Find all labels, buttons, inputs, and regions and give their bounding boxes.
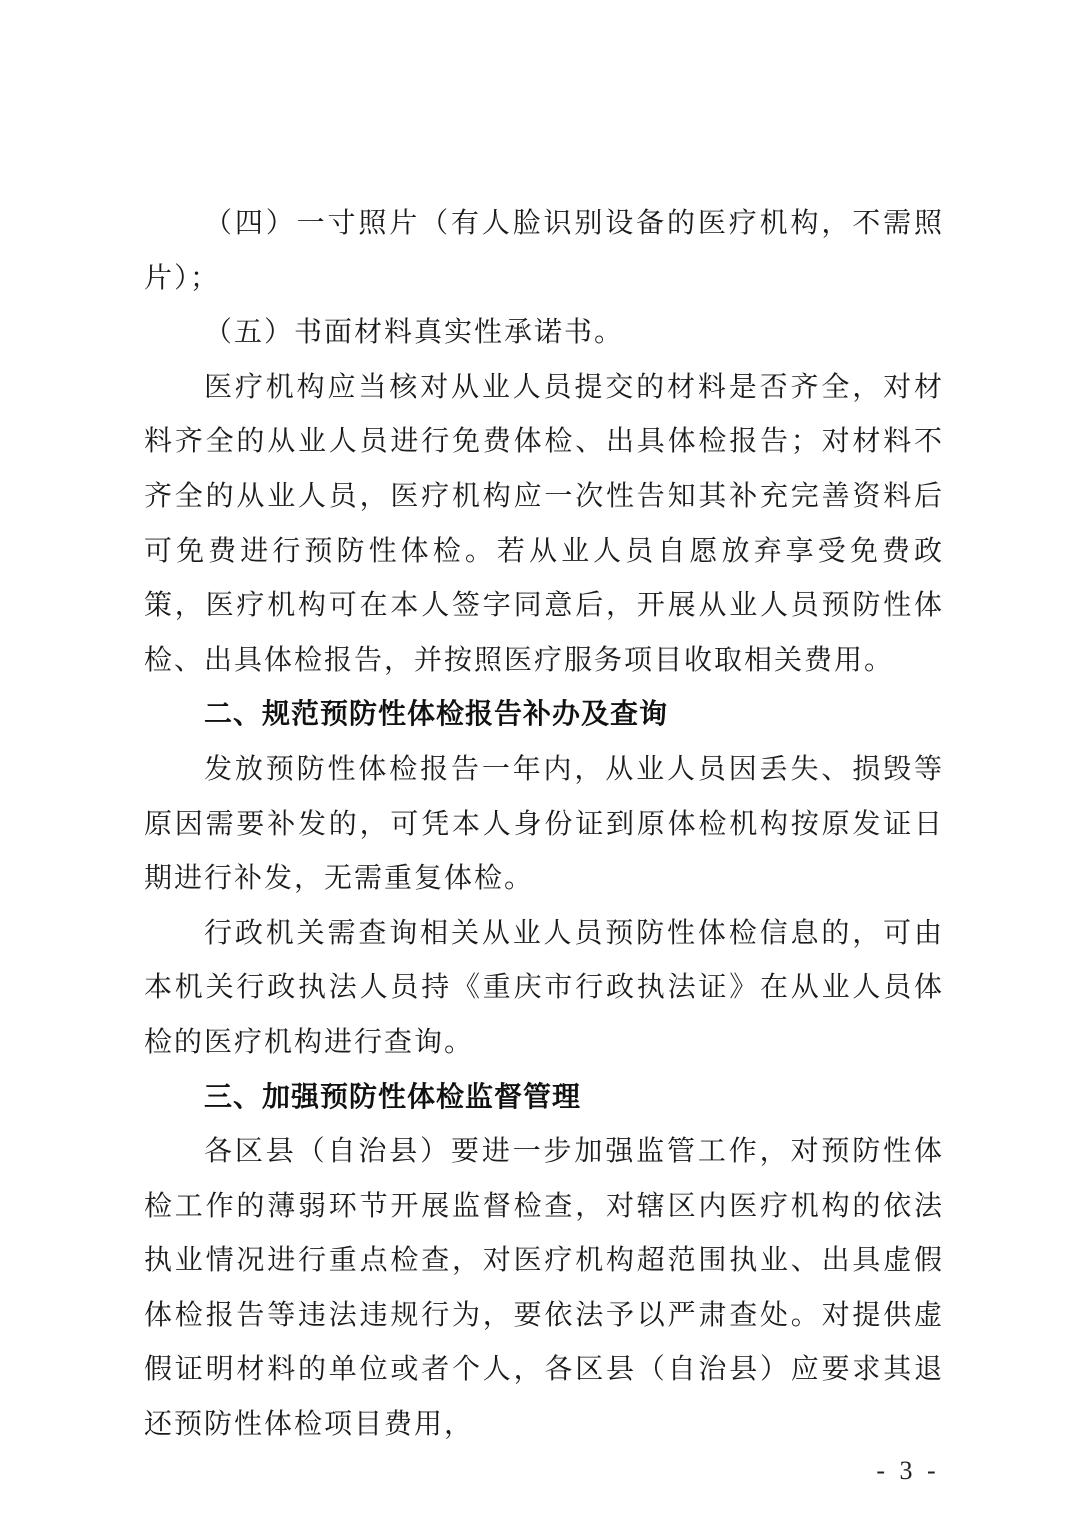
section-heading-supervision: 三、加强预防性体检监督管理 — [204, 1079, 582, 1113]
paragraph-query: 行政机关需查询相关从业人员预防性体检信息的，可由本机关行政执法人员持《重庆市行政执法证》在从业人员体检的医疗机构进行查询。 — [144, 915, 944, 1058]
page-number: - 3 - — [876, 1456, 940, 1485]
paragraph-verification: 医疗机构应当核对从业人员提交的材料是否齐全，对材料齐全的从业人员进行免费体检、出具体检报告；对材料不齐全的从业人员，医疗机构应一次性告知其补充完善资料后可免费进行预防性体检。若从业人员自愿放弃享受免费政策，医疗机构可在本人签字同意后，开展从业人员预防性体检、出具体检报告，并按照医疗服务项目收取相关费用。 — [144, 369, 944, 676]
paragraph-reissue: 发放预防性体检报告一年内，从业人员因丢失、损毁等原因需要补发的，可凭本人身份证到原体检机构按原发证日期进行补发，无需重复体检。 — [144, 751, 944, 895]
list-item-commitment: （五）书面材料真实性承诺书。 — [204, 315, 625, 349]
paragraph-supervision: 各区县（自治县）要进一步加强监管工作，对预防性体检工作的薄弱环节开展监督检查，对辖区内医疗机构的依法执业情况进行重点检查，对医疗机构超范围执业、出具虚假体检报告等违法违规行为，要依法予以严肃查处。对提供虚假证明材料的单位或者个人，各区县（自治县）应要求其退还预防性体检项目费用， — [144, 1134, 944, 1441]
document-body — [144, 196, 944, 1452]
section-heading-report: 二、规范预防性体检报告补办及查询 — [204, 697, 669, 731]
list-item-photo: （四）一寸照片（有人脸识别设备的医疗机构，不需照片）； — [144, 206, 944, 294]
